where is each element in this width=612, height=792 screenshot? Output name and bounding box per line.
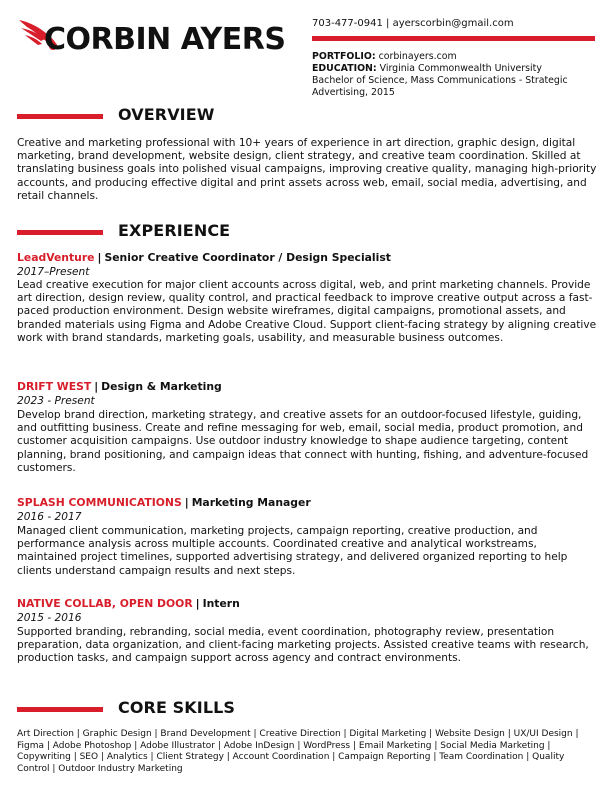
job-dates: 2017–Present [17, 266, 90, 278]
header-divider [312, 36, 595, 41]
overview-bar [17, 114, 103, 119]
education-label: EDUCATION: [312, 63, 377, 74]
education-degree: Bachelor of Science, Mass Communications - Strategic Advertising, 2015 [312, 75, 568, 98]
job-dates: 2016 - 2017 [17, 511, 82, 523]
job-role: Marketing Manager [191, 496, 311, 509]
header-info [312, 51, 597, 99]
job-header [17, 251, 597, 265]
portfolio-line [312, 51, 597, 63]
job-description: Lead creative execution for major client accounts across digital, web, and print marketing channels. Provide art direction, design review, quality control, and practical feedback to improve creative output across a fast-paced production environment. Design website wireframes, digital campaigns, promotional assets, and branded materials using Figma and Adobe Creative Cloud. Support client-facing strategy by aligning creative work with brand standards, marketing goals, usability, and measurable business outcomes. [17, 279, 597, 344]
job-separator: | [97, 251, 102, 264]
experience-bar [17, 230, 103, 235]
job-header [17, 380, 597, 394]
candidate-name: CORBIN AYERS [44, 22, 286, 57]
job-separator: | [184, 496, 189, 509]
job-role: Design & Marketing [101, 380, 222, 393]
job-description: Develop brand direction, marketing strategy, and creative assets for an outdoor-focused lifestyle, guiding, and outfitting business. Create and refine messaging for web, email, social media, product promotion, and customer acquisition campaigns. Use outdoor industry knowledge to shape audience targeting, content planning, brand positioning, and campaign ideas that connect with hunting, fishing, and adventure-focused customers. [17, 409, 589, 474]
job-company: LeadVenture [17, 251, 95, 264]
overview-text: Creative and marketing professional with 10+ years of experience in art direction, graphic design, digital marketing, brand development, website design, client strategy, and creative team coordination. Skilled at translating business goals into polished visual campaigns, improving creative quality, managing high-priority accounts, and producing effective digital and print assets across web, email, social media, advertising, and retail channels. [17, 137, 597, 202]
job-company: NATIVE COLLAB, OPEN DOOR [17, 597, 193, 610]
job-role: Senior Creative Coordinator / Design Specialist [104, 251, 391, 264]
skills-title: CORE SKILLS [118, 698, 236, 717]
job-description: Managed client communication, marketing projects, campaign reporting, creative production, and performance analysis across multiple accounts. Coordinated creative and analytical workstreams, maintained project timelines, supported advertising strategy, and delivered organized reporting to help clients understand campaign results and next steps. [17, 525, 568, 577]
job-company: DRIFT WEST [17, 380, 92, 393]
job-dates: 2015 - 2016 [17, 612, 82, 624]
job-company: SPLASH COMMUNICATIONS [17, 496, 182, 509]
overview-title: OVERVIEW [118, 105, 215, 124]
job-header [17, 597, 597, 611]
portfolio-label: PORTFOLIO: [312, 51, 376, 62]
education-school: Virginia Commonwealth University [379, 63, 542, 74]
skills-bar [17, 707, 103, 712]
experience-title: EXPERIENCE [118, 221, 231, 240]
job-role: Intern [202, 597, 240, 610]
contact-info: 703-477-0941 | ayerscorbin@gmail.com [312, 18, 514, 29]
job-separator: | [94, 380, 99, 393]
job-header [17, 496, 597, 510]
skills-list: Art Direction | Graphic Design | Brand Development | Creative Direction | Digital Marketing | Website Design | UX/UI Design | Figma | Adobe Photoshop | Adobe Illustrator | Adobe InDesign | WordPress | Email Marketing | Social Media Marketing | Copywriting | SEO | Analytics | Client Strategy | Account Coordination | Campaign Reporting | Team Coordination | Quality Control | Outdoor Industry Marketing [17, 729, 579, 774]
portfolio-value: corbinayers.com [378, 51, 457, 62]
job-description: Supported branding, rebranding, social media, event coordination, photography review, presentation preparation, data organization, and client-facing marketing projects. Assisted creative teams with research, production tasks, and campaign support across agency and contract environments. [17, 626, 589, 665]
education-line [312, 63, 597, 75]
job-separator: | [195, 597, 200, 610]
job-dates: 2023 - Present [17, 395, 95, 407]
